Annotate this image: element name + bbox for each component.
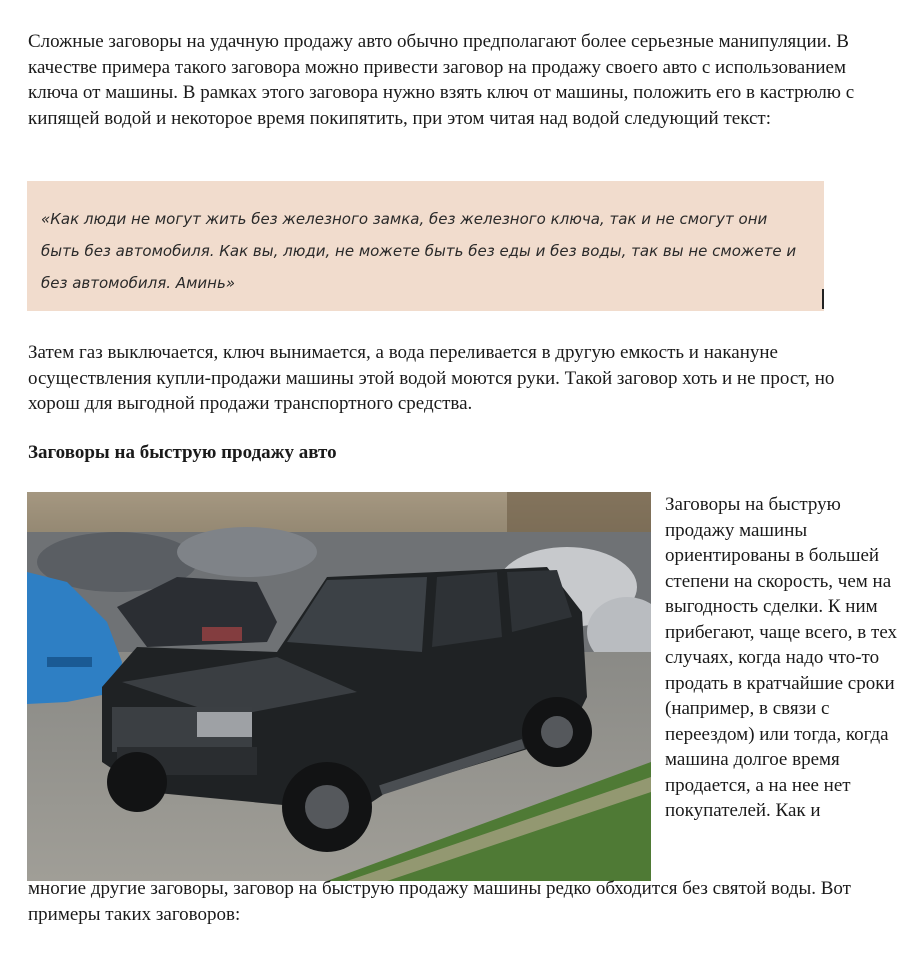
after-quote-paragraph: Затем газ выключается, ключ вынимается, а вода переливается в другую емкость и накануне осуществления купли-продажи машины этой водой моются руки. Такой заговор хоть и не прост, но хорош для выгодной продажи транспортного средства. bbox=[28, 342, 835, 414]
quote-block: «Как люди не могут жить без железного замка, без железного ключа, так и не смогут они быть без автомобиля. Как вы, люди, не можете быть без еды и без воды, так вы не сможете и без автомобиля. Аминь» bbox=[27, 181, 824, 311]
car-photo bbox=[27, 492, 651, 881]
intro-paragraph: Сложные заговоры на удачную продажу авто обычно предполагают более серьезные манипуляции. В качестве примера такого заговора можно привести заговор на продажу своего авто с использованием ключа от машины. В рамках этого заговора нужно взять ключ от машины, положить его в кастрюлю с кипящей водой и некоторое время покипятить, при этом читая над водой следующий текст: bbox=[28, 31, 855, 129]
section-heading: Заговоры на быструю продажу авто bbox=[28, 442, 337, 463]
tail-paragraph: многие другие заговоры, заговор на быструю продажу машины редко обходится без святой воды. Вот примеры таких заговоров: bbox=[28, 878, 851, 925]
text-cursor bbox=[822, 289, 824, 309]
side-paragraph: Заговоры на быструю продажу машины ориентированы в большей степени на скорость, чем на выгодность сделки. К ним прибегают, чаще всего, в тех случаях, когда надо что-то продать в кратчайшие сроки (например, в связи с переездом) или тогда, когда машина долгое время продается, а на нее нет покупателей. Как и bbox=[665, 494, 898, 821]
